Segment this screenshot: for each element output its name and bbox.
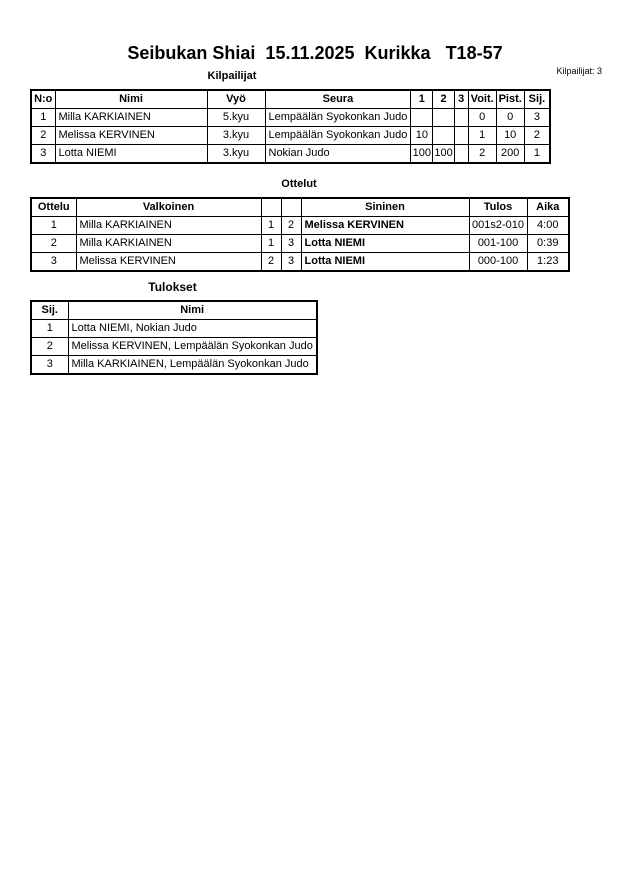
table-cell: 10 <box>411 127 433 145</box>
col-header: 3 <box>454 90 468 109</box>
table-row <box>31 127 550 145</box>
table-header-row <box>31 301 317 320</box>
table-cell: Melissa KERVINEN <box>301 217 469 235</box>
table-cell: 5.kyu <box>207 109 265 127</box>
table-cell: 2 <box>31 127 55 145</box>
table-cell: 2 <box>468 145 496 164</box>
table-header-row <box>31 90 550 109</box>
table-cell <box>454 127 468 145</box>
table-row <box>31 145 550 164</box>
table-cell: 1:23 <box>527 253 569 272</box>
col-header: 1 <box>411 90 433 109</box>
table-cell: 3 <box>31 145 55 164</box>
table-cell: 1 <box>261 217 281 235</box>
table-cell: 2 <box>524 127 550 145</box>
table-cell: 4:00 <box>527 217 569 235</box>
col-header: Sij. <box>31 301 68 320</box>
table-cell: 3.kyu <box>207 145 265 164</box>
table-cell: 100 <box>433 145 454 164</box>
col-header: Aika <box>527 198 569 217</box>
table-cell: 0 <box>468 109 496 127</box>
table-header-row <box>31 198 569 217</box>
col-header: Ottelu <box>31 198 76 217</box>
table-row <box>31 109 550 127</box>
table-cell: Milla KARKIAINEN <box>76 217 261 235</box>
col-header: Voit. <box>468 90 496 109</box>
table-row <box>31 235 569 253</box>
table-cell: 001-100 <box>469 235 527 253</box>
page-title: Seibukan Shiai 15.11.2025 Kurikka T18-57 <box>127 43 503 63</box>
table-cell: 200 <box>496 145 524 164</box>
col-header: Tulos <box>469 198 527 217</box>
table-cell: Milla KARKIAINEN <box>55 109 207 127</box>
table-cell: 1 <box>261 235 281 253</box>
table-cell: 2 <box>281 217 301 235</box>
table-cell: Lempäälän Syokonkan Judo <box>265 109 411 127</box>
table-cell: Melissa KERVINEN <box>55 127 207 145</box>
table-cell: Lempäälän Syokonkan Judo <box>265 127 411 145</box>
competitor-count-label: Kilpailijat: 3 <box>556 66 602 76</box>
table-cell: Lotta NIEMI, Nokian Judo <box>68 320 317 338</box>
table-cell: 100 <box>411 145 433 164</box>
table-cell: 0:39 <box>527 235 569 253</box>
table-cell: 001s2-010 <box>469 217 527 235</box>
table-cell <box>454 145 468 164</box>
col-header <box>261 198 281 217</box>
table-cell: 3 <box>31 356 68 375</box>
col-header: Pist. <box>496 90 524 109</box>
col-header: Sij. <box>524 90 550 109</box>
ottelut-table <box>30 197 570 272</box>
table-cell: Milla KARKIAINEN <box>76 235 261 253</box>
kilpailijat-table <box>30 89 551 164</box>
table-cell: Lotta NIEMI <box>301 235 469 253</box>
table-cell: 2 <box>31 235 76 253</box>
table-cell: Melissa KERVINEN <box>76 253 261 272</box>
table-row <box>31 253 569 272</box>
table-cell <box>454 109 468 127</box>
table-cell: 0 <box>496 109 524 127</box>
table-cell: 3.kyu <box>207 127 265 145</box>
col-header: Vyö <box>207 90 265 109</box>
section-title-tulokset: Tulokset <box>148 280 197 294</box>
col-header: Valkoinen <box>76 198 261 217</box>
table-cell: 1 <box>31 217 76 235</box>
table-cell: 10 <box>496 127 524 145</box>
col-header: N:o <box>31 90 55 109</box>
table-row <box>31 338 317 356</box>
table-cell: 2 <box>261 253 281 272</box>
col-header <box>281 198 301 217</box>
col-header: Nimi <box>68 301 317 320</box>
section-title-kilpailijat: Kilpailijat <box>207 70 257 82</box>
table-row <box>31 320 317 338</box>
table-row <box>31 356 317 375</box>
table-cell: 1 <box>524 145 550 164</box>
table-cell: 2 <box>31 338 68 356</box>
table-cell: 000-100 <box>469 253 527 272</box>
table-cell <box>433 127 454 145</box>
col-header: 2 <box>433 90 454 109</box>
table-cell: Milla KARKIAINEN, Lempäälän Syokonkan Judo <box>68 356 317 375</box>
table-cell: 3 <box>281 235 301 253</box>
table-cell: 3 <box>524 109 550 127</box>
table-cell: 3 <box>281 253 301 272</box>
table-cell: Lotta NIEMI <box>301 253 469 272</box>
table-cell: Nokian Judo <box>265 145 411 164</box>
col-header: Sininen <box>301 198 469 217</box>
section-title-ottelut: Ottelut <box>281 178 317 190</box>
table-row <box>31 217 569 235</box>
col-header: Seura <box>265 90 411 109</box>
col-header: Nimi <box>55 90 207 109</box>
table-cell <box>411 109 433 127</box>
table-cell <box>433 109 454 127</box>
table-cell: 1 <box>31 320 68 338</box>
table-cell: Lotta NIEMI <box>55 145 207 164</box>
table-cell: 1 <box>31 109 55 127</box>
table-cell: Melissa KERVINEN, Lempäälän Syokonkan Judo <box>68 338 317 356</box>
table-cell: 1 <box>468 127 496 145</box>
table-cell: 3 <box>31 253 76 272</box>
tulokset-table <box>30 300 318 375</box>
